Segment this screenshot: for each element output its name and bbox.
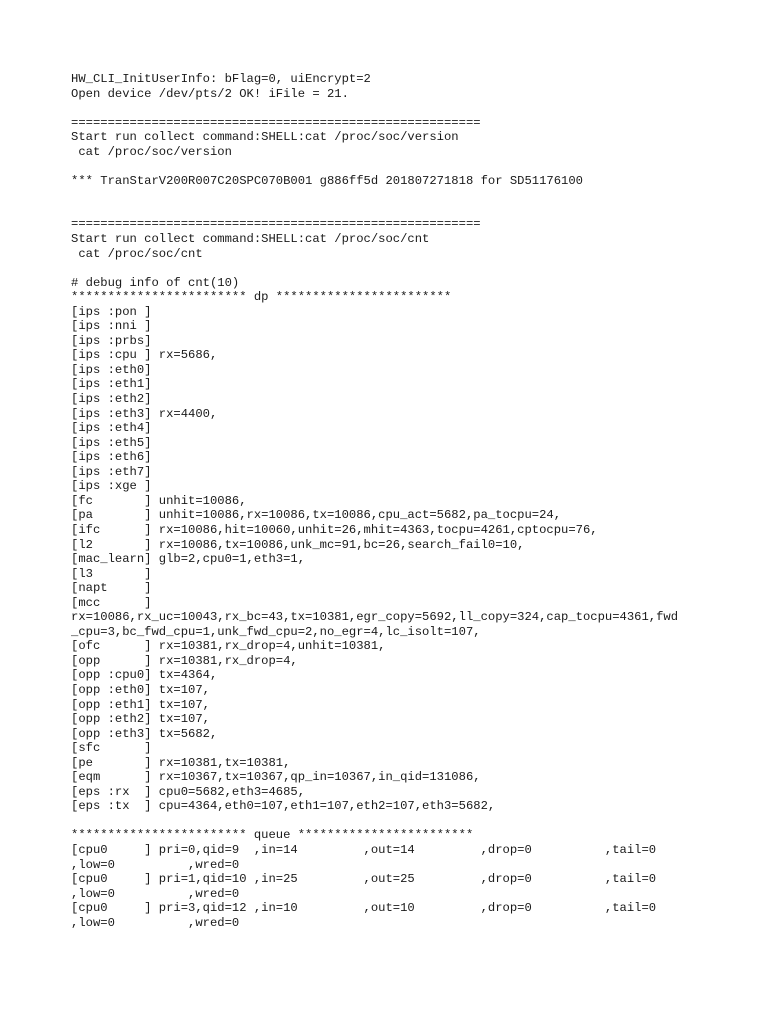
terminal-log-output (71, 72, 678, 930)
log-line: [opp :eth3] tx=5682, (71, 726, 218, 741)
log-line: ************************ queue ************************ (71, 828, 474, 843)
log-line: [cpu0 ] pri=0,qid=9 ,in=14 ,out=14 ,drop=0 ,tail=0 (71, 842, 657, 857)
log-line: [sfc ] (71, 741, 152, 756)
log-line (71, 261, 678, 276)
log-line: [pe ] rx=10381,tx=10381, (71, 755, 291, 770)
log-line: [l3 ] (71, 566, 152, 581)
log-line: Open device /dev/pts/2 OK! iFile = 21. (71, 86, 349, 101)
log-line: ,low=0 ,wred=0 (71, 886, 240, 901)
log-line: [ips :eth5] (71, 435, 152, 450)
log-line (71, 814, 678, 829)
log-line: [eqm ] rx=10367,tx=10367,qp_in=10367,in_qid=131086, (71, 770, 481, 785)
log-line: [ips :xge ] (71, 479, 152, 494)
log-line: [opp ] rx=10381,rx_drop=4, (71, 653, 298, 668)
log-line: [ips :pon ] (71, 304, 152, 319)
log-line: [ips :nni ] (71, 319, 152, 334)
log-line: ======================================================== (71, 217, 481, 232)
log-line: [ips :eth2] (71, 392, 152, 407)
log-line: [ips :prbs] (71, 333, 152, 348)
log-line: rx=10086,rx_uc=10043,rx_bc=43,tx=10381,egr_copy=5692,ll_copy=324,cap_tocpu=4361,fwd (71, 610, 679, 625)
log-line (71, 203, 678, 218)
log-line: HW_CLI_InitUserInfo: bFlag=0, uiEncrypt=2 (71, 72, 371, 86)
log-line: [opp :eth1] tx=107, (71, 697, 210, 712)
log-line: ,low=0 ,wred=0 (71, 857, 240, 872)
log-line: [napt ] (71, 581, 152, 596)
log-line: # debug info of cnt(10) (71, 275, 240, 290)
log-line: [fc ] unhit=10086, (71, 493, 247, 508)
log-line: [ips :eth7] (71, 464, 152, 479)
log-line (71, 101, 678, 116)
log-line: [ips :eth1] (71, 377, 152, 392)
log-line (71, 159, 678, 174)
log-line: [ifc ] rx=10086,hit=10060,unhit=26,mhit=4363,tocpu=4261,cptocpu=76, (71, 522, 598, 537)
log-line: [pa ] unhit=10086,rx=10086,tx=10086,cpu_act=5682,pa_tocpu=24, (71, 508, 562, 523)
log-line: [opp :eth2] tx=107, (71, 712, 210, 727)
log-line: [mcc ] (71, 595, 152, 610)
log-line: [cpu0 ] pri=1,qid=10 ,in=25 ,out=25 ,drop=0 ,tail=0 (71, 872, 657, 887)
log-line: [eps :rx ] cpu0=5682,eth3=4685, (71, 784, 306, 799)
log-line: Start run collect command:SHELL:cat /proc/soc/version (71, 130, 459, 145)
log-line: [eps :tx ] cpu=4364,eth0=107,eth1=107,eth2=107,eth3=5682, (71, 799, 496, 814)
log-line: [ips :eth4] (71, 421, 152, 436)
log-line: [ips :eth3] rx=4400, (71, 406, 218, 421)
log-line: [opp :eth0] tx=107, (71, 682, 210, 697)
log-line: [ofc ] rx=10381,rx_drop=4,unhit=10381, (71, 639, 386, 654)
log-line: *** TranStarV200R007C20SPC070B001 g886ff5d 201807271818 for SD51176100 (71, 173, 583, 188)
log-line: [l2 ] rx=10086,tx=10086,unk_mc=91,bc=26,search_fail0=10, (71, 537, 525, 552)
log-line: cat /proc/soc/cnt (71, 246, 203, 261)
log-line: Start run collect command:SHELL:cat /proc/soc/cnt (71, 232, 430, 247)
log-line (71, 188, 678, 203)
log-line: [cpu0 ] pri=3,qid=12 ,in=10 ,out=10 ,drop=0 ,tail=0 (71, 901, 657, 916)
log-line: cat /proc/soc/version (71, 144, 232, 159)
log-line: [opp :cpu0] tx=4364, (71, 668, 218, 683)
log-line: _cpu=3,bc_fwd_cpu=1,unk_fwd_cpu=2,no_egr=4,lc_isolt=107, (71, 624, 481, 639)
log-line: [ips :eth6] (71, 450, 152, 465)
log-line: ************************ dp ************************ (71, 290, 452, 305)
log-line: [ips :cpu ] rx=5686, (71, 348, 218, 363)
log-line: [ips :eth0] (71, 362, 152, 377)
log-line: ======================================================== (71, 115, 481, 130)
log-line: [mac_learn] glb=2,cpu0=1,eth3=1, (71, 552, 306, 567)
log-line: ,low=0 ,wred=0 (71, 915, 240, 930)
